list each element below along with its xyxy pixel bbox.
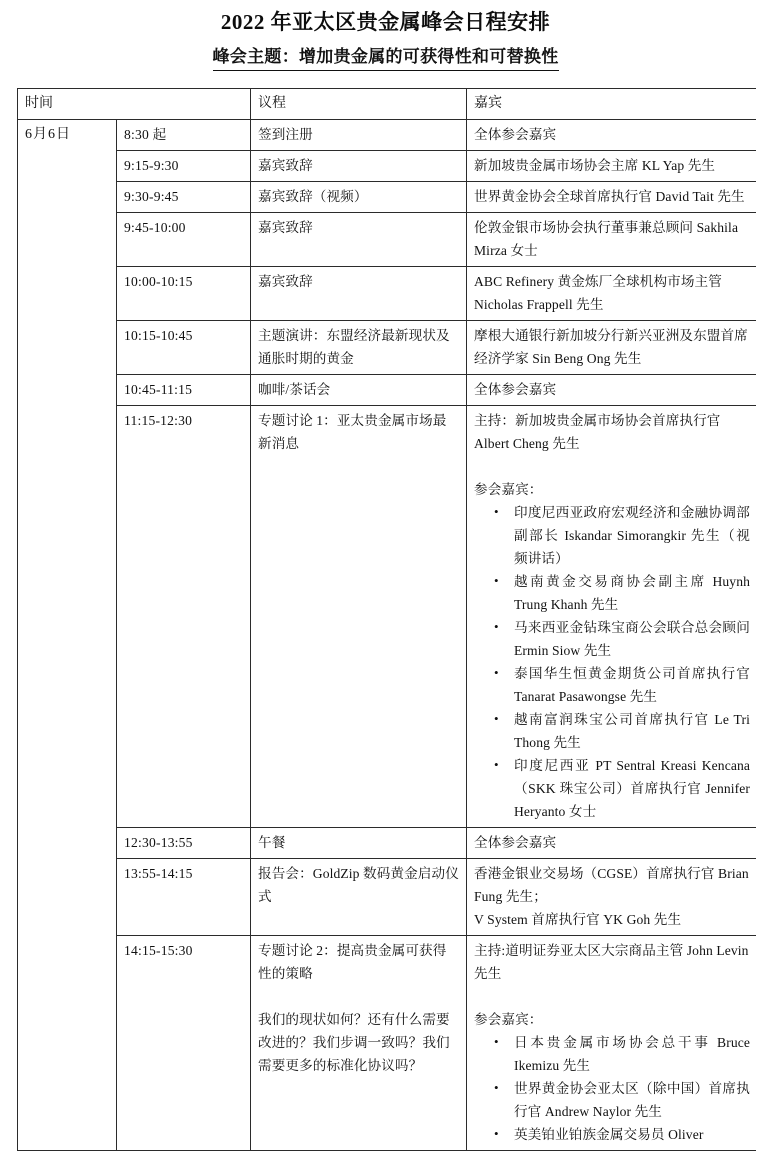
- time-cell: 11:15-12:30: [117, 406, 251, 828]
- agenda-text: 咖啡/茶话会: [258, 382, 331, 397]
- guest-text: 摩根大通银行新加坡分行新兴亚洲及东盟首席经济学家 Sin Beng Ong 先生: [474, 328, 748, 366]
- agenda-table: [17, 88, 756, 1151]
- guest-cell: [467, 828, 757, 859]
- table-row: [18, 267, 757, 321]
- list-item: • 印度尼西亚政府宏观经济和金融协调部副部长 Iskandar Simorangkir 先生（视频讲话）: [494, 501, 750, 570]
- guest-cell: [467, 375, 757, 406]
- page-title: 2022 年亚太区贵金属峰会日程安排: [220, 10, 551, 34]
- table-row: [18, 120, 757, 151]
- time-cell: 10:15-10:45: [117, 321, 251, 375]
- time-cell: 9:30-9:45: [117, 182, 251, 213]
- spacer: [474, 455, 750, 478]
- agenda-text: 主题演讲：东盟经济最新现状及通胀时期的黄金: [258, 328, 450, 366]
- agenda-cell: [251, 182, 467, 213]
- table-row: [18, 828, 757, 859]
- agenda-cell: [251, 321, 467, 375]
- list-item: • 马来西亚金钻珠宝商公会联合总会顾问 Ermin Siow 先生: [494, 616, 750, 662]
- guest-cell: [467, 406, 757, 828]
- list-item: • 越南富润珠宝公司首席执行官 Le Tri Thong 先生: [494, 708, 750, 754]
- list-item: • 泰国华生恒黄金期货公司首席执行官 Tanarat Pasawongse 先生: [494, 662, 750, 708]
- panelist-list: [474, 501, 750, 823]
- agenda-cell: [251, 267, 467, 321]
- guest-cell: [467, 182, 757, 213]
- agenda-text: 嘉宾致辞: [258, 274, 313, 289]
- guest-cell: [467, 120, 757, 151]
- guest-cell: [467, 321, 757, 375]
- guest-cell: [467, 936, 757, 1151]
- list-item: • 越南黄金交易商协会副主席 Huynh Trung Khanh 先生: [494, 570, 750, 616]
- agenda-text: 报告会：GoldZip 数码黄金启动仪式: [258, 866, 459, 904]
- time-cell: 13:55-14:15: [117, 859, 251, 936]
- list-item: • 英美铂业铂族金属交易员 Oliver: [494, 1123, 750, 1146]
- table-row: [18, 859, 757, 936]
- time-cell: 10:45-11:15: [117, 375, 251, 406]
- agenda-cell: [251, 120, 467, 151]
- panelists-label: 参会嘉宾：: [474, 482, 543, 497]
- column-header-agenda: 议程: [251, 89, 467, 120]
- spacer: [474, 985, 750, 1008]
- guest-cell: [467, 151, 757, 182]
- agenda-question-text: 我们的现状如何？还有什么需要改进的？我们步调一致吗？我们需要更多的标准化协议吗？: [258, 1012, 450, 1073]
- title-block: [0, 0, 771, 71]
- agenda-cell: [251, 406, 467, 828]
- panelist-list: [474, 1031, 750, 1146]
- list-item: • 世界黄金协会亚太区（除中国）首席执行官 Andrew Naylor 先生: [494, 1077, 750, 1123]
- guest-text: 主持：新加坡贵金属市场协会首席执行官 Albert Cheng 先生: [474, 413, 721, 451]
- list-item: • 日本贵金属市场协会总干事 Bruce Ikemizu 先生: [494, 1031, 750, 1077]
- guest-text: 主持:道明证券亚太区大宗商品主管 John Levin 先生: [474, 943, 749, 981]
- agenda-cell: [251, 936, 467, 1151]
- time-cell: 12:30-13:55: [117, 828, 251, 859]
- panelists-label: 参会嘉宾：: [474, 1012, 543, 1027]
- guest-text: 伦敦金银市场协会执行董事兼总顾问 Sakhila Mirza 女士: [474, 220, 739, 258]
- guest-text: ABC Refinery 黄金炼厂全球机构市场主管 Nicholas Frappell 先生: [474, 274, 722, 312]
- table-header-row: [18, 89, 757, 120]
- time-cell: 14:15-15:30: [117, 936, 251, 1151]
- table-row: [18, 213, 757, 267]
- guest-text: 全体参会嘉宾: [474, 835, 557, 850]
- agenda-text: 嘉宾致辞: [258, 158, 313, 173]
- agenda-text: 午餐: [258, 835, 286, 850]
- agenda-table-body: [18, 120, 757, 1151]
- spacer: [258, 985, 460, 1008]
- agenda-table-wrap: [17, 88, 756, 1151]
- guest-cell: [467, 213, 757, 267]
- agenda-cell: [251, 859, 467, 936]
- time-cell: 9:45-10:00: [117, 213, 251, 267]
- time-cell: 8:30 起: [117, 120, 251, 151]
- guest-text: V System 首席执行官 YK Goh 先生: [474, 912, 682, 927]
- date-cell: 6月6日: [18, 120, 117, 1151]
- guest-text: 世界黄金协会全球首席执行官 David Tait 先生: [474, 189, 745, 204]
- time-cell: 10:00-10:15: [117, 267, 251, 321]
- table-row: [18, 151, 757, 182]
- guest-text: 香港金银业交易场（CGSE）首席执行官 Brian Fung 先生；: [474, 866, 749, 904]
- agenda-text: 签到注册: [258, 127, 313, 142]
- agenda-text: 嘉宾致辞: [258, 220, 313, 235]
- agenda-text: 专题讨论 1：亚太贵金属市场最新消息: [258, 413, 447, 451]
- agenda-text: 嘉宾致辞（视频）: [258, 189, 368, 204]
- agenda-cell: [251, 151, 467, 182]
- column-header-time: 时间: [18, 89, 251, 120]
- agenda-cell: [251, 828, 467, 859]
- table-row: [18, 406, 757, 828]
- table-row: [18, 182, 757, 213]
- column-header-guest: 嘉宾: [467, 89, 757, 120]
- page-subtitle: 峰会主题：增加贵金属的可获得性和可替换性: [213, 45, 559, 71]
- guest-cell: [467, 859, 757, 936]
- list-item: • 印度尼西亚 PT Sentral Kreasi Kencana（SKK 珠宝公司）首席执行官 Jennifer Heryanto 女士: [494, 754, 750, 823]
- time-cell: 9:15-9:30: [117, 151, 251, 182]
- table-row: [18, 321, 757, 375]
- agenda-text: 专题讨论 2：提高贵金属可获得性的策略: [258, 943, 447, 981]
- table-row: [18, 936, 757, 1151]
- agenda-cell: [251, 213, 467, 267]
- guest-cell: [467, 267, 757, 321]
- agenda-cell: [251, 375, 467, 406]
- guest-text: 全体参会嘉宾: [474, 127, 557, 142]
- guest-text: 新加坡贵金属市场协会主席 KL Yap 先生: [474, 158, 716, 173]
- table-row: [18, 375, 757, 406]
- guest-text: 全体参会嘉宾: [474, 382, 557, 397]
